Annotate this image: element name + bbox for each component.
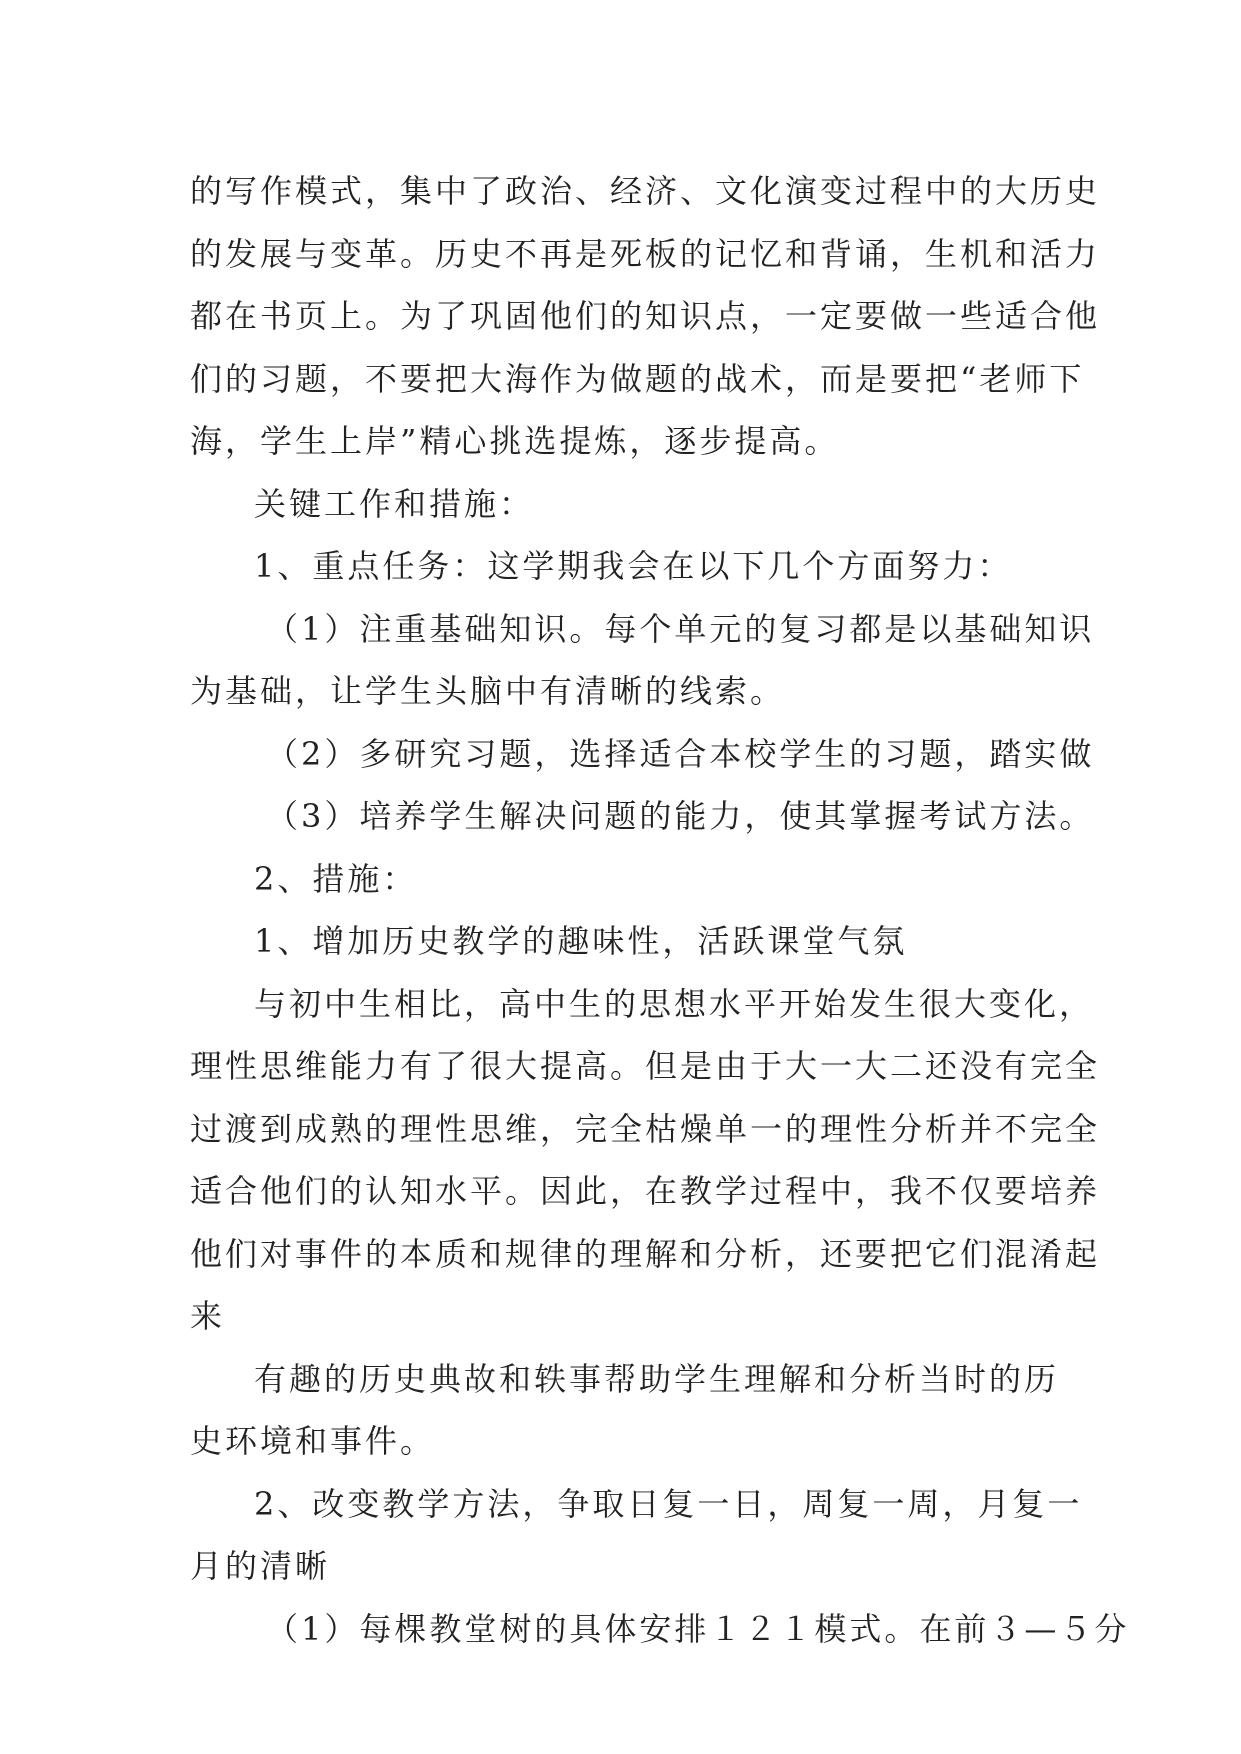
list-item: （1）每棵教堂树的具体安排１２１模式。在前３—５分 [266,1609,1130,1648]
section-heading: 2、措施： [254,859,418,898]
paragraph-line: 理性思维能力有了很大提高。但是由于大一大二还没有完全 [190,1047,1101,1085]
paragraph-line: 有趣的历史典故和轶事帮助学生理解和分析当时的历 [254,1359,1060,1398]
paragraph-line: 们的习题，不要把大海作为做题的战术，而是要把“老师下 [190,359,1085,398]
paragraph-line: 史环境和事件。 [190,1422,436,1460]
paragraph-line: 月的清晰 [190,1547,331,1585]
paragraph-line: 的写作模式，集中了政治、经济、文化演变过程中的大历史 [190,172,1101,210]
paragraph-line: 与初中生相比，高中生的思想水平开始发生很大变化， [254,984,1095,1023]
section-heading: 关键工作和措施： [254,484,535,523]
paragraph-line: 都在书页上。为了巩固他们的知识点，一定要做一些适合他 [190,297,1101,335]
list-item: （3）培养学生解决问题的能力，使其掌握考试方法。 [266,797,1095,835]
paragraph-line: 海，学生上岸”精心挑选提炼，逐步提高。 [190,422,840,460]
list-item: 1、增加历史教学的趣味性，活跃课堂气氛 [254,922,908,960]
list-item: （1）注重基础知识。每个单元的复习都是以基础知识 [266,609,1095,648]
paragraph-line: 过渡到成熟的理性思维，完全枯燥单一的理性分析并不完全 [190,1109,1101,1148]
document-body [190,160,1130,1660]
list-item: 1、重点任务：这学期我会在以下几个方面努力： [254,547,1013,585]
list-item: （2）多研究习题，选择适合本校学生的习题，踏实做 [266,734,1095,773]
paragraph-line: 为基础，让学生头脑中有清晰的线索。 [190,672,786,710]
paragraph-line: 他们对事件的本质和规律的理解和分析，还要把它们混淆起 [190,1234,1101,1273]
paragraph-line: 适合他们的认知水平。因此，在教学过程中，我不仅要培养 [190,1172,1101,1210]
paragraph-line: 的发展与变革。历史不再是死板的记忆和背诵，生机和活力 [190,234,1101,273]
list-item: 2、改变教学方法，争取日复一日，周复一周，月复一 [254,1484,1083,1523]
paragraph-line: 来 [190,1297,226,1335]
